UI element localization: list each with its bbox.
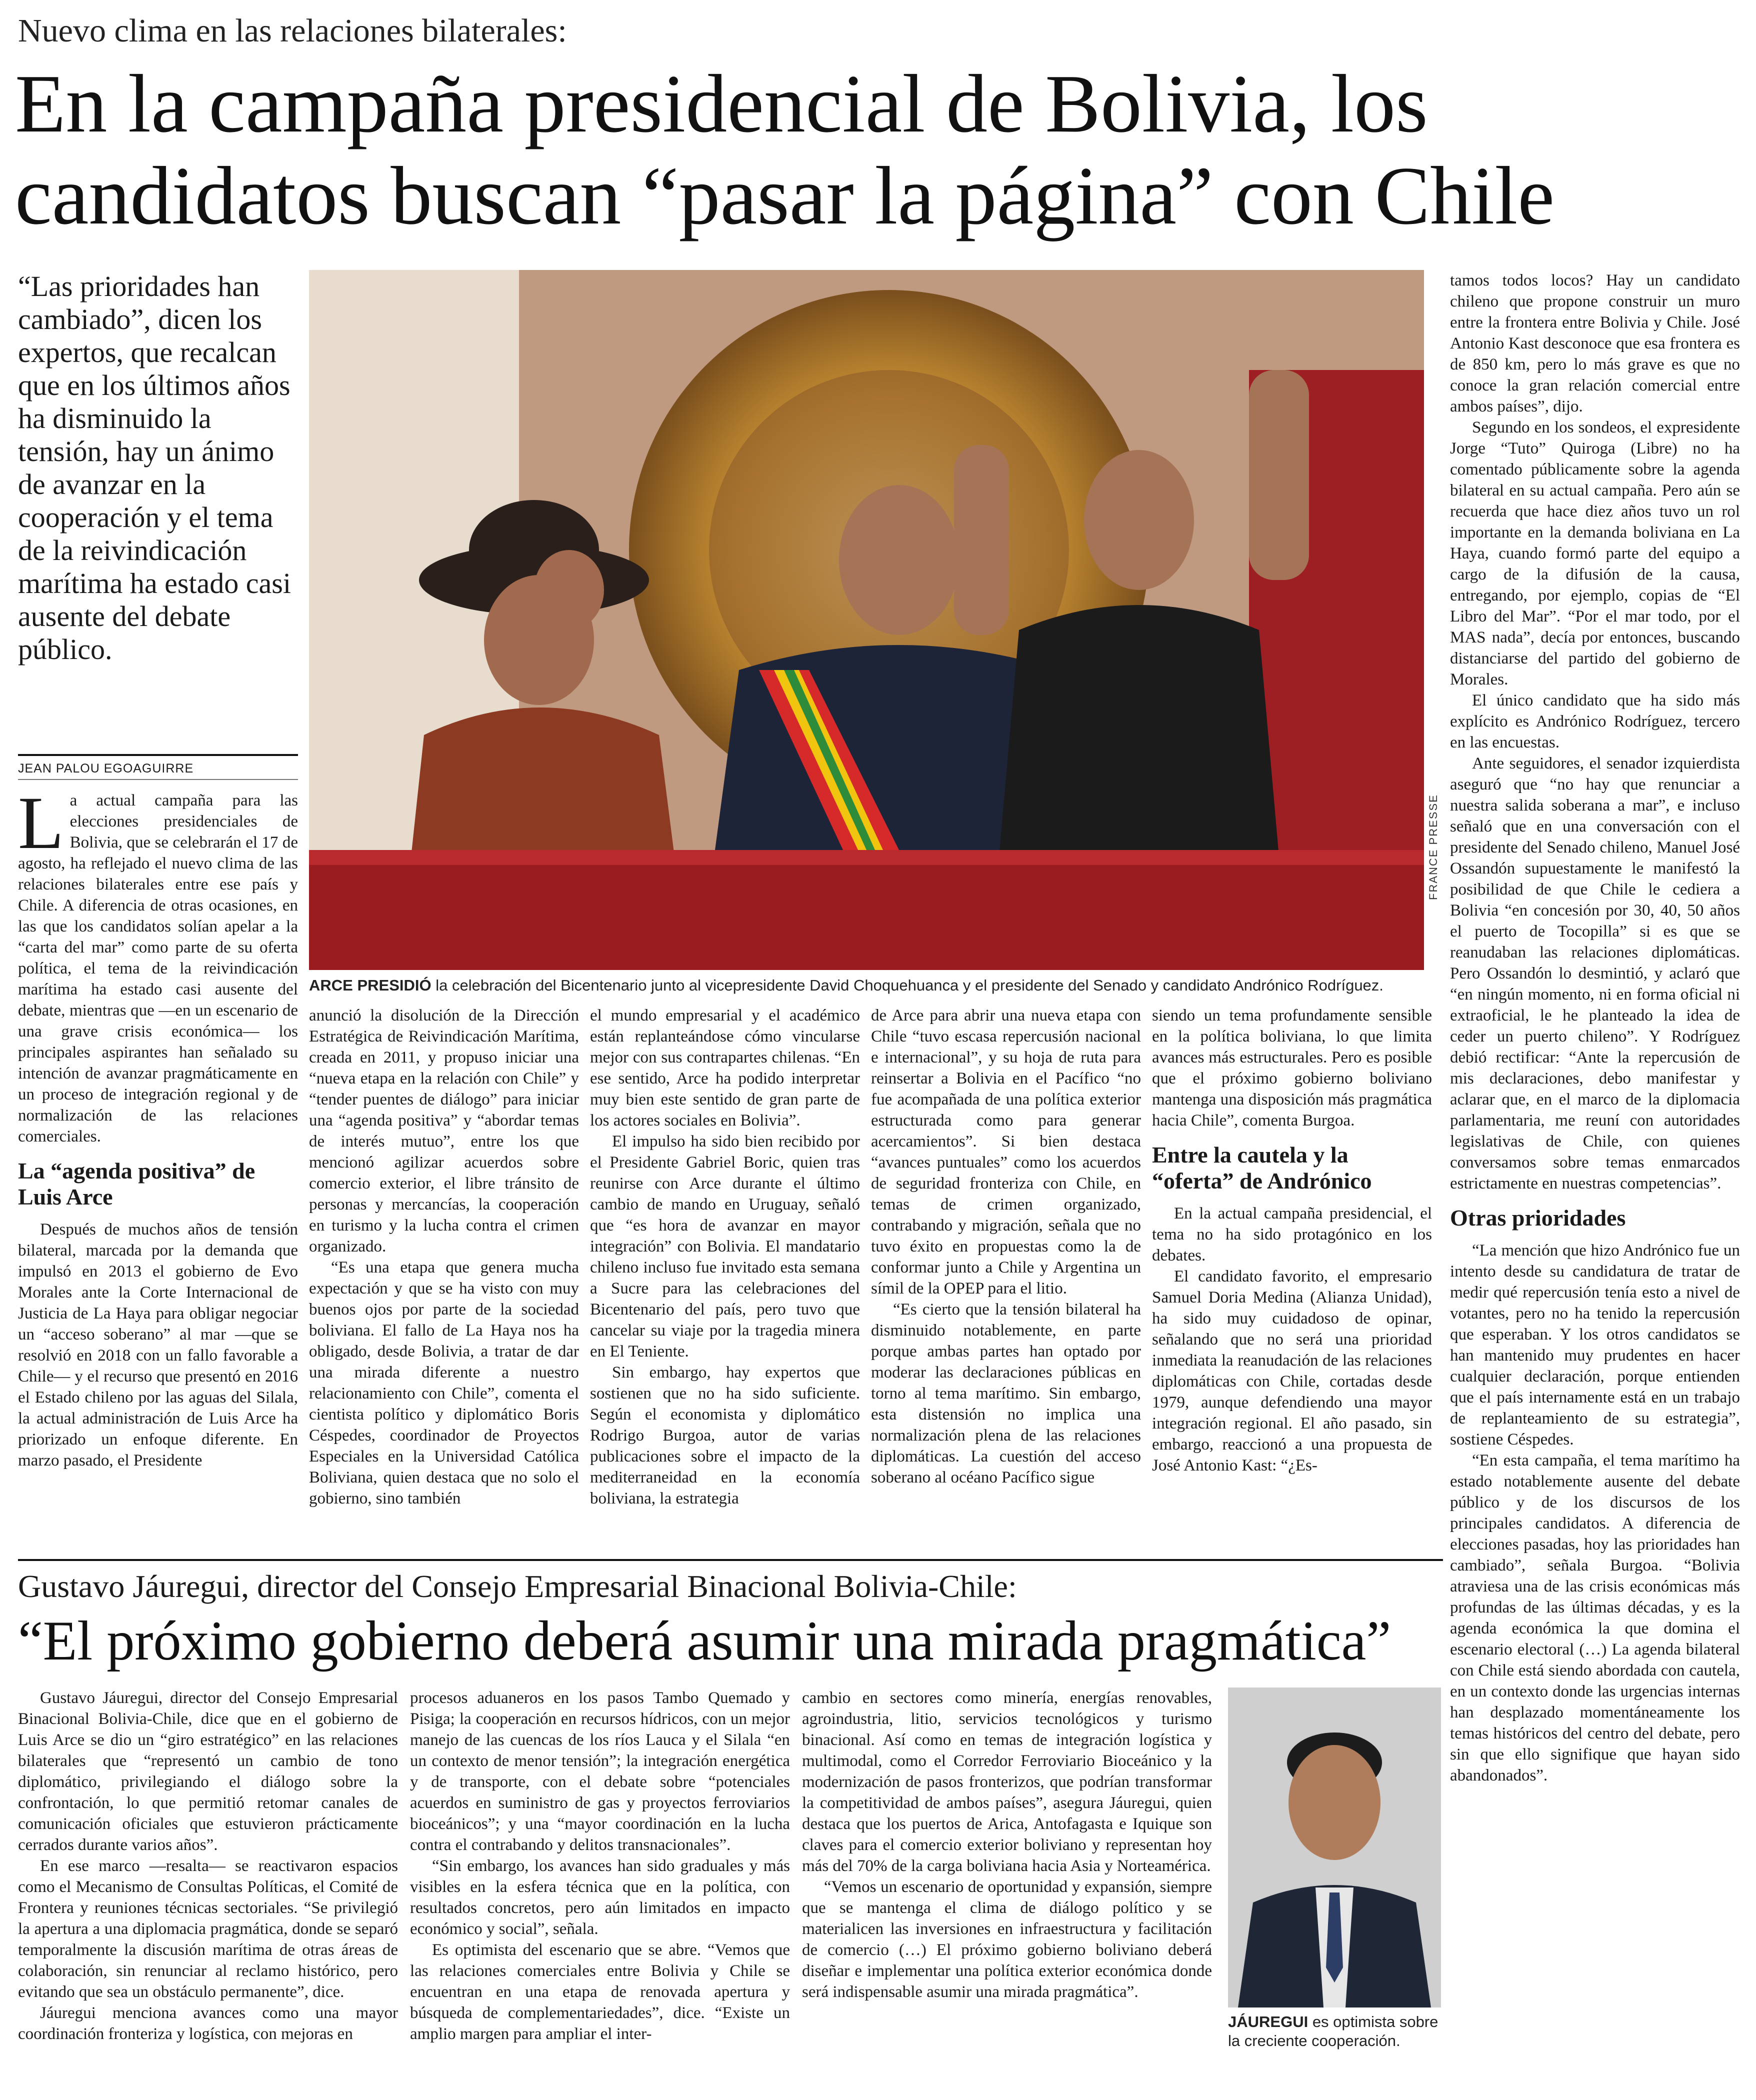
paragraph: “Vemos un escenario de oportunidad y expansión, siempre que se mantenga el clima de diálogo político y se materialicen las inversiones en infraestructura y facilitación de comercio (…) El próximo gobierno boliviano deberá diseñar e implementar una política exterior económica donde será indispensable asumir una mirada pragmática”.: [802, 1878, 1212, 2001]
caption-lead: ARCE PRESIDIÓ: [309, 976, 432, 994]
subhead-otras-prioridades: Otras prioridades: [1450, 1205, 1626, 1230]
article-column-5: [1152, 1005, 1432, 1555]
headline-line-1: En la campaña presidencial de Bolivia, los: [15, 58, 1428, 150]
portrait-illustration: [1228, 1688, 1441, 2008]
red-podium: [309, 855, 1424, 970]
main-photo: [309, 270, 1424, 970]
paragraph: “La mención que hizo Andrónico fue un intento desde su candidatura de tratar de medir qué repercusión tenía esto a nivel de votantes, pero no ha tenido la repercusión que esperaban. Y los otros candidatos se han mantenido muy prudentes en hacer cualquier declaración, porque entienden que el país internamente está en un trabajo de replanteamiento de su estrategia”, sostiene Céspedes.: [1450, 1242, 1740, 1448]
opening-paragraph: La actual campaña para las elecciones presidenciales de Bolivia, que se celebrarán el 17 de agosto, ha reflejado el nuevo clima de las relaciones bilaterales entre ese país y Chile. A diferencia de otras ocasiones, en las que los candidatos solían apelar a la “carta del mar” como parte de su oferta política, el tema de la reivindicación marítima ha estado casi ausente del debate, mientras que —en un escenario de una grave crisis económica— los principales aspirantes han señalado su intención de avanzar pragmáticamente en un proceso de integración regional y de normalización de las relaciones comerciales.: [18, 782, 298, 1146]
portrait-caption-lead: JÁUREGUI: [1228, 2013, 1308, 2030]
photo-illustration: [309, 270, 1424, 970]
interview-column-2: [410, 1688, 790, 2090]
article-kicker: Nuevo clima en las relaciones bilaterales:: [18, 12, 567, 49]
article-headline: [15, 58, 1745, 242]
subhead-agenda-positiva: La “agenda positiva” de Luis Arce: [18, 1158, 256, 1210]
paragraph: Después de muchos años de tensión bilateral, marcada por la demanda que impulsó en 2013 el gobierno de Evo Morales ante la Corte Internacional de Justicia de La Haya para obligar negociar un “acceso soberano” al mar —que se resolvió en 2018 con un fallo favorable a Chile— y el recurso que presentó en 2016 el Estado chileno por las aguas del Silala, la actual administración de Luis Arce ha priorizado un enfoque diferente. En marzo pasado, el Presidente: [18, 1220, 298, 1470]
interview-column-3: [802, 1688, 1212, 2090]
paragraph: siendo un tema profundamente sensible en la política boliviana, lo que limita avances más estructurales. Pero es posible que el próximo gobierno boliviano mantenga una disposición más pragmática hacia Chile”, comenta Burgoa.: [1152, 1006, 1432, 1130]
subhead-cautela: Entre la cautela y la “oferta” de Andrónico: [1152, 1142, 1372, 1194]
paragraph: cambio en sectores como minería, energías renovables, agroindustria, litio, servicios tecnológicos y turismo binacional. Así como en temas de integración logística y multimodal, como el Corredor Ferroviario Bioceánico y la modernización de pasos fronterizos, que podrían transformar la competitividad de ambos países”, asegura Jáuregui, quien destaca que los puertos de Arica, Antofagasta e Iquique son claves para el comercio exterior boliviano y representan hoy más del 70% de la carga boliviana hacia Asia y Norteamérica.: [802, 1689, 1212, 1875]
paragraph: “Es cierto que la tensión bilateral ha disminuido notablemente, en parte porque ambas partes han optado por moderar las declaraciones públicas en torno al tema marítimo. Sin embargo, esta distensión no implica una normalización plena de las relaciones diplomáticas. La cuestión del acceso soberano al océano Pacífico sigue: [871, 1300, 1141, 1486]
paragraph: procesos aduaneros en los pasos Tambo Quemado y Pisiga; la cooperación en recursos hídricos, con un mejor manejo de las cuencas de los ríos Lauca y el Silala “en un contexto de menor tensión”; la integración energética y de transporte, con el debate sobre “potenciales acuerdos en suministro de gas y proyectos ferroviarios bioceánicos”; y una “mayor coordinación en la lucha contra el contrabando y delitos transnacionales”.: [410, 1689, 790, 1854]
paragraph: Jáuregui menciona avances como una mayor coordinación fronteriza y logística, con mejoras en: [18, 2004, 398, 2043]
byline: JEAN PALOU EGOAGUIRRE: [18, 754, 298, 780]
paragraph: “Es una etapa que genera mucha expectación y que se ha visto con muy buenos ojos por parte de la sociedad boliviana. El fallo de La Haya nos ha obligado, desde Bolivia, a tratar de dar una mirada diferente a nuestro relacionamiento con Chile”, comenta el cientista político y diplomático Boris Céspedes, coordinador de Proyectos Especiales en la Universidad Católica Boliviana, quien destaca que no solo el gobierno, sino también: [309, 1258, 579, 1508]
paragraph: Sin embargo, hay expertos que sostienen que no ha sido suficiente. Según el economista y diplomático Rodrigo Burgoa, autor de varias publicaciones sobre el impacto de la mediterraneidad en la economía boliviana, la estrategia: [590, 1364, 860, 1508]
headline-line-2: candidatos buscan “pasar la página” con Chile: [15, 150, 1555, 242]
portrait-caption-text: es optimista sobre la creciente cooperación.: [1228, 2013, 1438, 2050]
article-column-4: [871, 1005, 1141, 1555]
article-column-1: [18, 782, 298, 1555]
paragraph: El único candidato que ha sido más explícito es Andrónico Rodríguez, tercero en las encuestas.: [1450, 692, 1740, 752]
interview-column-1: [18, 1688, 398, 2090]
paragraph: el mundo empresarial y el académico están replanteándose cómo vincularse mejor con sus contrapartes chilenas. “En ese sentido, Arce ha podido interpretar muy bien este sentido de gran parte de los actores sociales en Bolivia”.: [590, 1006, 860, 1130]
photo-caption: [309, 976, 1434, 995]
portrait-caption: [1228, 2012, 1448, 2050]
paragraph: tamos todos locos? Hay un candidato chileno que propone construir un muro entre la frontera entre Bolivia y Chile. José Antonio Kast desconoce que esa frontera es de 850 km, pero lo más grave es que no conoce la gran relación comercial entre ambos países”, dijo.: [1450, 272, 1740, 416]
paragraph: Ante seguidores, el senador izquierdista aseguró que “no hay que renunciar a nuestra salida soberana a mar”, e incluso señaló que en una conversación con el presidente del Senado chileno, Manuel José Ossandón supuestamente le manifestó la posibilidad de que Chile le cediera a Bolivia “en concesión por 30, 40, 50 años el puerto de Tocopilla” si es que se reanudaban las relaciones diplomáticas. Pero Ossandón lo desmintió, y aclaró que “en ningún momento, ni en forma oficial ni extraoficial, le he planteado la idea de ceder un puerto chileno”. Y Rodríguez debió rectificar: “Ante la repercusión de mis declaraciones, debo manifestar y aclarar que, en el marco de la diplomacia parlamentaria, me reuní con autoridades legislativas de Chile, con quienes conversamos sobre temas enmarcados estrictamente en nuestras competencias”.: [1450, 754, 1740, 1192]
paragraph: anunció la disolución de la Dirección Estratégica de Reivindicación Marítima, creada en 2011, y propuso iniciar una “nueva etapa en la relación con Chile” y “tender puentes de diálogo” para iniciar una “agenda positiva” y “abordar temas de interés mutuo”, entre los que mencionó agilizar acuerdos sobre comercio exterior, el libre tránsito de personas y mercancías, la cooperación en turismo y la lucha contra el crimen organizado.: [309, 1006, 579, 1256]
right-figure-head: [1084, 450, 1194, 590]
photo-credit: FRANCE PRESSE: [1427, 794, 1440, 900]
paragraph: de Arce para abrir una nueva etapa con Chile “tuvo escasa repercusión nacional e internacional”, y su hoja de ruta para reinsertar a Bolivia en el Pacífico “no fue acompañada de una política exterior estructurada como para generar acercamientos”. Si bien destaca “avances puntuales” como los acuerdos de seguridad fronteriza con Chile, en temas de crimen organizado, contrabando y migración, señala que no tuvo éxito en propuestas como la de conformar junto a Chile y Argentina un símil de la OPEP para el litio.: [871, 1006, 1141, 1298]
raised-fist: [954, 445, 1009, 635]
paragraph: El candidato favorito, el empresario Samuel Doria Medina (Alianza Unidad), ha sido muy cuidadoso de opinar, señalando que no será una prioridad inmediata la reanudación de las relaciones diplomáticas con Chile, cortadas desde 1979, aunque defendiendo una mayor integración regional. El año pasado, sin embargo, reaccionó a una propuesta de José Antonio Kast: “¿Es-: [1152, 1268, 1432, 1474]
paragraph: “En esta campaña, el tema marítimo ha estado notablemente ausente del debate público y de los discursos de los principales candidatos. A diferencia de elecciones pasadas, hoy las prioridades han cambiado”, señala Burgoa. “Bolivia atraviesa una de las crisis económicas más profundas de las últimas décadas, y es la agenda económica la que domina el escenario electoral (…) La agenda bilateral con Chile está siendo abordada con cautela, en un contexto donde las urgencias internas han desplazado momentáneamente los temas históricos del centro del debate, pero sin que ello signifique que hayan sido abandonados”.: [1450, 1452, 1740, 1784]
article-column-6: [1450, 270, 1740, 2090]
caption-text: la celebración del Bicentenario junto al vicepresidente David Choquehuanca y el presidente del Senado y candidato Andrónico Rodríguez.: [431, 976, 1384, 994]
face: [1288, 1745, 1380, 1860]
paragraph: En ese marco —resalta— se reactivaron espacios como el Mecanismo de Consultas Políticas, el Comité de Frontera y reuniones técnicas sectoriales. “Se privilegió la apertura a una diplomacia pragmática, donde se separó temporalmente la discusión marítima de otras áreas de colaboración, sin renunciar al reclamo histórico, pero evitando que sea un obstáculo permanente”, dice.: [18, 1857, 398, 2001]
article-column-3: [590, 1005, 860, 1555]
paragraph: Es optimista del escenario que se abre. “Vemos que las relaciones comerciales entre Bolivia y Chile se encuentran en una etapa de renovada apertura y búsqueda de complementariedades”, dice. “Existe un amplio margen para ampliar el inter-: [410, 1941, 790, 2043]
jauregui-portrait: [1228, 1688, 1441, 2008]
paragraph: En la actual campaña presidencial, el tema no ha sido protagónico en los debates.: [1152, 1204, 1432, 1264]
article-column-2: [309, 1005, 579, 1555]
paragraph: El impulso ha sido bien recibido por el Presidente Gabriel Boric, quien tras reunirse con Arce durante el último cambio de mando en Uruguay, señaló que “es hora de avanzar en mayor integración” con Bolivia. El mandatario chileno incluso fue invitado esta semana a Sucre para las celebraciones del Bicentenario del país, pero tuvo que cancelar su viaje por la tragedia minera en El Teniente.: [590, 1132, 860, 1360]
center-figure-head: [839, 485, 959, 635]
section-divider: [18, 1559, 1443, 1561]
interview-kicker: Gustavo Jáuregui, director del Consejo Empresarial Binacional Bolivia-Chile:: [18, 1568, 1017, 1604]
paragraph: “Sin embargo, los avances han sido graduales y más visibles en la esfera técnica que en la política, con resultados concretos, pero aún limitados en impacto económico y social”, señala.: [410, 1857, 790, 1938]
drop-cap: L: [18, 782, 64, 864]
paragraph: Gustavo Jáuregui, director del Consejo Empresarial Binacional Bolivia-Chile, dice que en el gobierno de Luis Arce se dio un “giro estratégico” en las relaciones bilaterales que “representó un cambio de tono diplomático, privilegiando el diálogo sobre la confrontación, lo que permitió retomar canales de comunicación oficiales que estuvieron prácticamente cerrados durante varios años”.: [18, 1689, 398, 1854]
interview-headline: “El próximo gobierno deberá asumir una mirada pragmática”: [18, 1610, 1392, 1672]
article-lede: “Las prioridades han cambiado”, dicen los expertos, que recalcan que en los últimos años ha disminuido la tensión, hay un ánimo de avanzar en la cooperación y el tema de la reivindicación marítima ha estado casi ausente del debate público.: [18, 270, 291, 666]
paragraph: Segundo en los sondeos, el expresidente Jorge “Tuto” Quiroga (Libre) no ha comentado públicamente sobre la agenda bilateral en su actual campaña. Pero aún se recuerda que hace diez años tuvo un rol importante en la demanda boliviana en La Haya, cuando formó parte del equipo a cargo de la difusión de la causa, entregando, por ejemplo, copias de “El Libro del Mar”. “Por el mar todo, por el MAS nada”, decía por entonces, buscando distanciarse del partido del gobierno de Morales.: [1450, 418, 1740, 688]
